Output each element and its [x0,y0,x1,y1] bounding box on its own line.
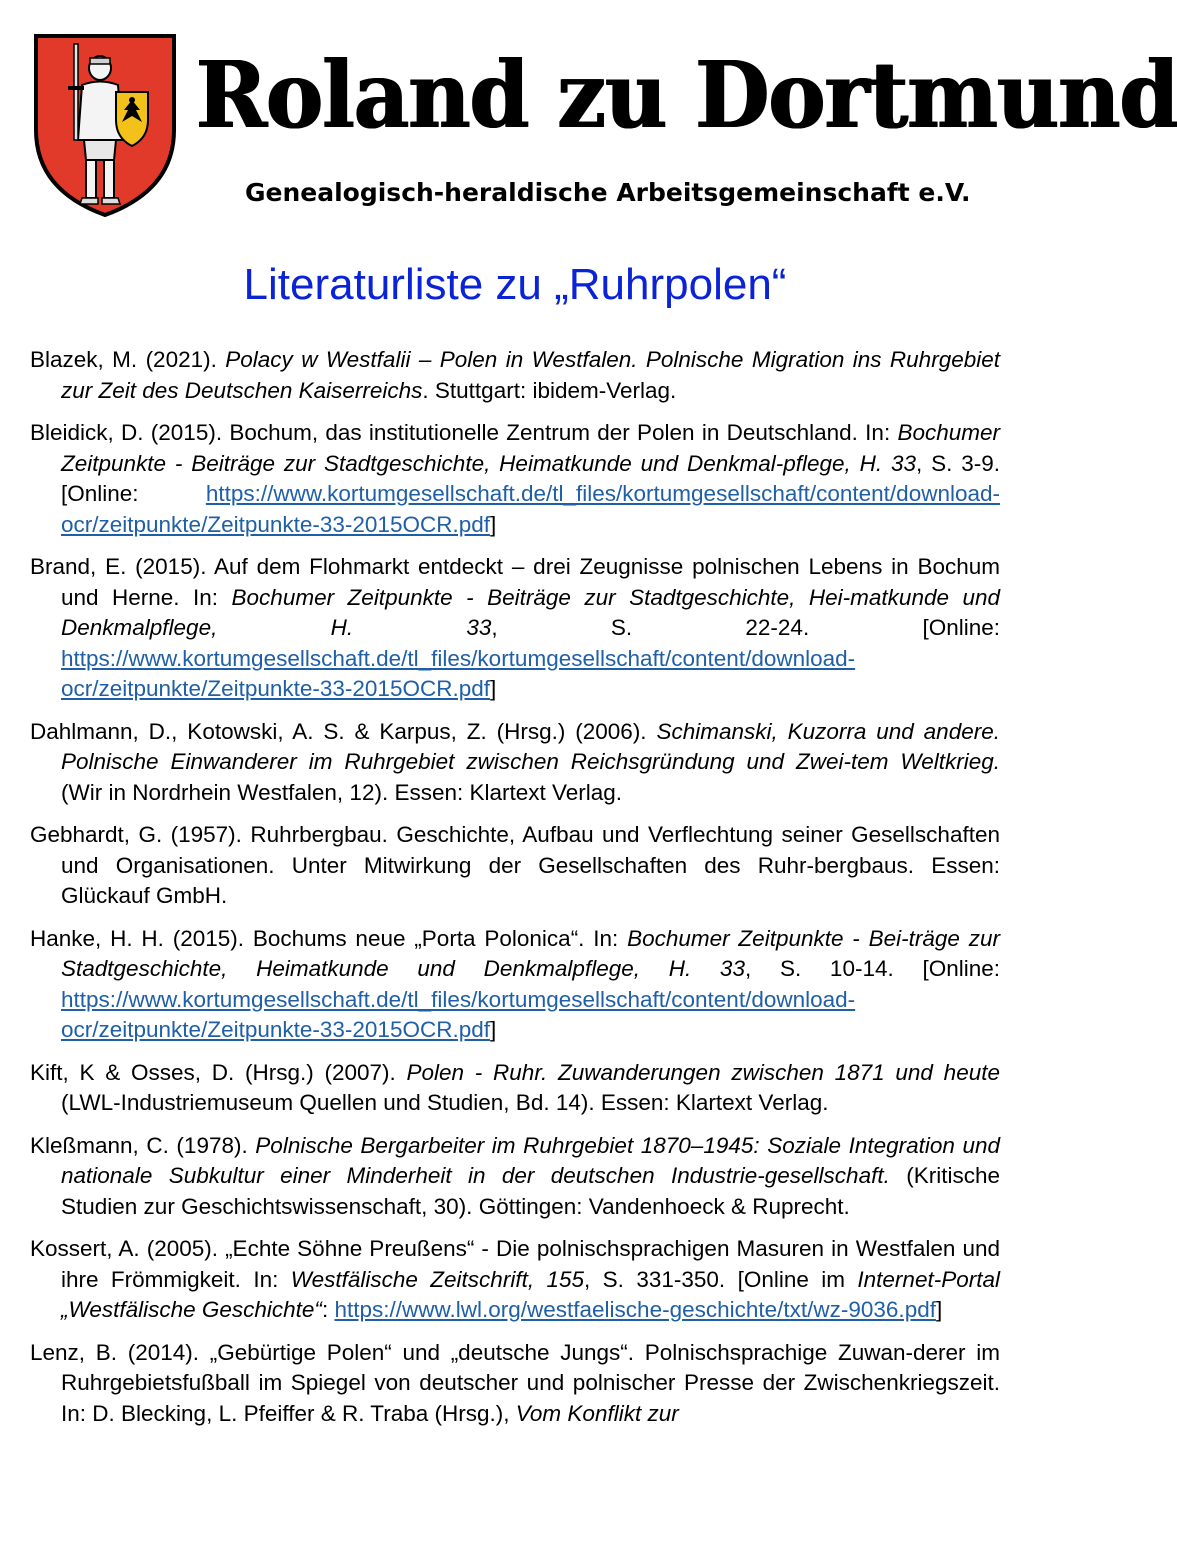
reference-item: Kossert, A. (2005). „Echte Söhne Preußens“ - Die polnischsprachigen Masuren in Westfalen und ihre Frömmigkeit. In: Westfälische Zeitschrift, 155, S. 331-350. [Online im Internet-Portal „Westfälische Geschichte“: https://www.lwl.org/westfaelische-geschichte/txt/wz-9036.pdf] [30,1236,1000,1322]
reference-link[interactable]: https://www.kortumgesellschaft.de/tl_files/kortumgesellschaft/content/download-ocr/zeitpunkte/Zeitpunkte-33-2015OCR.pdf [61,481,1000,537]
reference-item: Blazek, M. (2021). Polacy w Westfalii – Polen in Westfalen. Polnische Migration ins Ruhrgebiet zur Zeit des Deutschen Kaiserreichs. Stuttgart: ibidem-Verlag. [30,347,1000,403]
reference-link[interactable]: https://www.kortumgesellschaft.de/tl_files/kortumgesellschaft/content/download-ocr/zeitpunkte/Zeitpunkte-33-2015OCR.pdf [61,645,856,701]
reference-item: Brand, E. (2015). Auf dem Flohmarkt entdeckt – drei Zeugnisse polnischen Lebens in Bochum und Herne. In: Bochumer Zeitpunkte - Beiträge zur Stadtgeschichte, Hei-matkunde und Denkmalpflege, H. 33, S. 22-24. [Online: https://www.kortumgesellschaft.de/tl_files/kortumgesellschaft/content/download-ocr/zeitpunkte/Zeitpunkte-33-2015OCR.pdf] [30,554,1000,701]
reference-item: Lenz, B. (2014). „Gebürtige Polen“ und „deutsche Jungs“. Polnischsprachige Zuwan-derer im Ruhrgebietsfußball im Spiegel von deutscher und polnischer Presse der Zwischenkriegszeit. In: D. Blecking, L. Pfeiffer & R. Traba (Hrsg.), Vom Konflikt zur [30,1339,1000,1426]
reference-link[interactable]: https://www.kortumgesellschaft.de/tl_files/kortumgesellschaft/content/download-ocr/zeitpunkte/Zeitpunkte-33-2015OCR.pdf [61,986,856,1042]
reference-item: Kift, K & Osses, D. (Hrsg.) (2007). Polen - Ruhr. Zuwanderungen zwischen 1871 und heute (LWL-Industriemuseum Quellen und Studien, Bd. 14). Essen: Klartext Verlag. [30,1059,1000,1115]
reference-item: Dahlmann, D., Kotowski, A. S. & Karpus, Z. (Hrsg.) (2006). Schimanski, Kuzorra und andere. Polnische Einwanderer im Ruhrgebiet zwischen Reichsgründung und Zwei-tem Weltkrieg. (Wir in Nordrhein Westfalen, 12). Essen: Klartext Verlag. [30,718,1000,805]
reference-item: Gebhardt, G. (1957). Ruhrbergbau. Geschichte, Aufbau und Verflechtung seiner Gesellschaften und Organisationen. Unter Mitwirkung der Gesellschaften des Ruhr-bergbaus. Essen: Glückauf GmbH. [30,822,1000,908]
roland-knight-crest-icon [30,30,180,220]
reference-item: Bleidick, D. (2015). Bochum, das institutionelle Zentrum der Polen in Deutschland. In: Bochumer Zeitpunkte - Beiträge zur Stadtgeschichte, Heimatkunde und Denkmal-pflege, H. 33, S. 3-9. [Online: https://www.kortumgesellschaft.de/tl_files/kortumgesellschaft/content/download-ocr/zeitpunkte/Zeitpunkte-33-2015OCR.pdf] [30,420,1000,537]
reference-item: Kleßmann, C. (1978). Polnische Bergarbeiter im Ruhrgebiet 1870–1945: Soziale Integration und nationale Subkultur einer Minderheit in der deutschen Industrie-gesellschaft. (Kritische Studien zur Geschichtswissenschaft, 30). Göttingen: Vandenhoeck & Ruprecht. [30,1132,1000,1219]
reference-list [30,345,1000,1441]
brand-subtitle: Genealogisch-heraldische Arbeitsgemeinschaft e.V. [245,178,971,207]
page-title: Literaturliste zu „Ruhrpolen“ [243,260,787,309]
letterhead [0,0,1177,230]
reference-item: Hanke, H. H. (2015). Bochums neue „Porta Polonica“. In: Bochumer Zeitpunkte - Bei-träge zur Stadtgeschichte, Heimatkunde und Denkmalpflege, H. 33, S. 10-14. [Online: https://www.kortumgesellschaft.de/tl_files/kortumgesellschaft/content/download-ocr/zeitpunkte/Zeitpunkte-33-2015OCR.pdf] [30,925,1000,1042]
brand-wordmark: Roland zu Dortmund [195,41,1177,149]
reference-link[interactable]: https://www.lwl.org/westfaelische-geschichte/txt/wz-9036.pdf [334,1297,936,1322]
